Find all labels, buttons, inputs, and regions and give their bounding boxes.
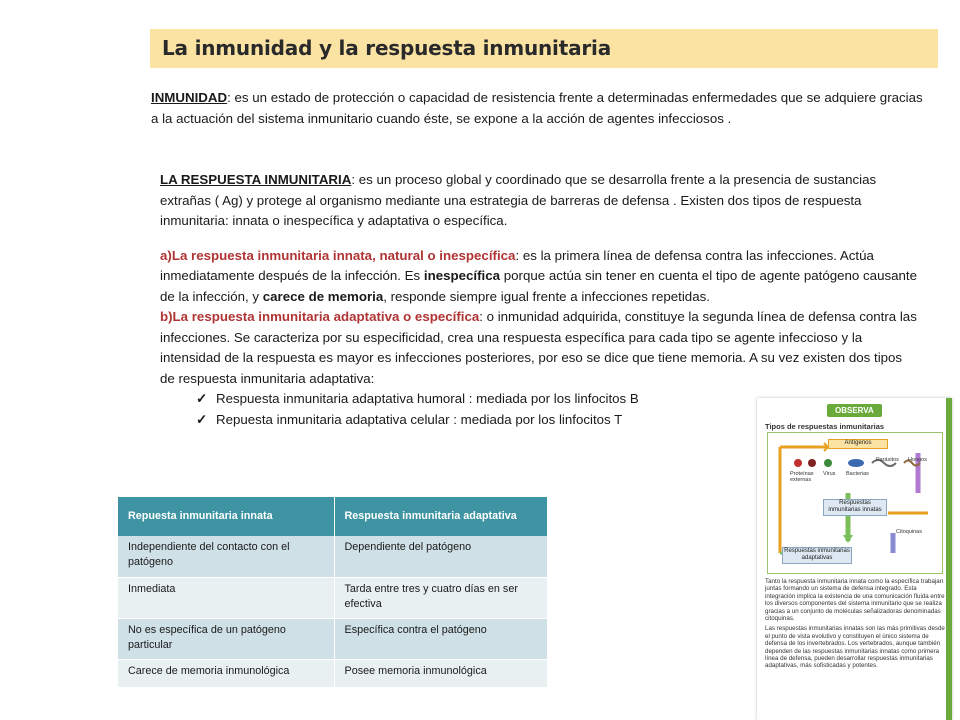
table-row bbox=[118, 659, 548, 687]
inmunidad-text: : es un estado de protección o capacidad de resistencia frente a determinadas enfermedades que se adquiere gracias a la actuación del sistema inmunitario cuando éste, se expone a la acción de agentes infecciosos . bbox=[151, 90, 923, 126]
observa-title: Tipos de respuestas inmunitarias bbox=[765, 422, 885, 431]
virus-label: Virus bbox=[823, 471, 836, 477]
citoquinas-label: Citoquinas bbox=[896, 529, 922, 535]
innatas-box: Respuestas inmunitarias innatas bbox=[823, 499, 887, 516]
bacteria-icon bbox=[848, 459, 864, 467]
header-adaptativa: Respuesta inmunitaria adaptativa bbox=[334, 497, 548, 536]
title-bar bbox=[150, 29, 938, 68]
innata-text-2: porque actúa sin tener en cuenta el tipo de agente patógeno causante de la infección, y bbox=[160, 268, 917, 304]
adaptativa-heading: b)La respuesta inmunitaria adaptativa o específica bbox=[160, 309, 480, 324]
innata-heading: a)La respuesta inmunitaria innata, natural o inespecífica bbox=[160, 247, 516, 263]
innata-text-1: : es la primera línea de defensa contra las infecciones. Actúa inmediatamente después de la infección. Es bbox=[160, 247, 874, 283]
respuesta-text: : es un proceso global y coordinado que se desarrolla frente a la presencia de sustancias extrañas ( Ag) y protege al organismo mediante una estrategia de barreras de defensa . Existen dos tipos de respuesta inmunitaria: innata o inespecífica y adaptativa o específica. bbox=[160, 172, 877, 228]
table-cell: Dependiente del patógeno bbox=[334, 536, 548, 577]
observa-text bbox=[765, 578, 945, 673]
table-cell: No es específica de un patógeno particular bbox=[118, 618, 334, 659]
table-cell: Posee memoria inmunológica bbox=[334, 659, 548, 687]
hongos-label: Hongos bbox=[908, 457, 927, 463]
table-cell: Carece de memoria inmunológica bbox=[118, 659, 334, 687]
innata-text-3: , responde siempre igual frente a infecciones repetidas. bbox=[383, 288, 710, 304]
table-cell: Inmediata bbox=[118, 577, 334, 618]
table-row bbox=[118, 618, 548, 659]
antigenos-box: Antígenos bbox=[828, 439, 888, 449]
table-cell: Específica contra el patógeno bbox=[334, 618, 548, 659]
respuesta-term: LA RESPUESTA INMUNITARIA bbox=[160, 172, 352, 187]
observa-text-2: Las respuestas inmunitarias innatas son las más primitivas desde el punto de vista evolutivo y constituyen el único sistema de defensa de los invertebrados. Los vertebrados, aunque también dependen de las respuestas inmunitarias innatas como primera línea de defensa, pueden desarrollar respuestas inmunitarias adaptativas, más sofisticadas y potentes. bbox=[765, 625, 945, 670]
innata-bold-1: inespecífica bbox=[423, 268, 501, 283]
table-row bbox=[118, 536, 548, 577]
adaptativa-text: : o inmunidad adquirida, constituye la segunda línea de defensa contra las infecciones. Se caracteriza por su especificidad, crea una respuesta específica para cada tipo se agente infeccioso y la intensidad de la respuesta es mayor es infecciones posteriores, por eso se dice que tiene memoria. A su vez existen dos tipos de respuesta inmunitaria adaptativa: bbox=[160, 309, 917, 386]
page-title: La inmunidad y la respuesta inmunitaria bbox=[162, 36, 611, 60]
innata-bold-2: carece de memoria bbox=[262, 288, 384, 304]
table-cell: Tarda entre tres y cuatro días en ser efectiva bbox=[334, 577, 548, 618]
proteinas-label: Proteínas externas bbox=[790, 471, 814, 483]
respuesta-block bbox=[160, 170, 920, 430]
table-header-row bbox=[118, 497, 548, 536]
table-row bbox=[118, 577, 548, 618]
adaptativa-paragraph bbox=[160, 307, 920, 389]
innata-paragraph bbox=[160, 246, 920, 308]
observa-badge: OBSERVA bbox=[827, 404, 882, 417]
table-cell: Independiente del contacto con el patógeno bbox=[118, 536, 334, 577]
header-innata: Repuesta inmunitaria innata bbox=[118, 497, 334, 536]
comparison-table bbox=[118, 497, 548, 688]
bacterias-label: Bacterias bbox=[846, 471, 869, 477]
protein-icon bbox=[794, 459, 802, 467]
observa-text-1: Tanto la respuesta inmunitaria innata como la específica trabajan juntas formando un sistema de defensa integrado. Esta integración implica la existencia de una comunicación fluida entre los diversos componentes del sistema inmunitario que se realiza gracias a un conjunto de moléculas señalizadoras denominadas citoquinas. bbox=[765, 578, 945, 623]
list-item: ✓ Repuesta inmunitaria adaptativa celular : mediada por los linfocitos T bbox=[196, 410, 920, 431]
observa-side-strip bbox=[946, 398, 952, 720]
parasitos-label: Parásitos bbox=[876, 457, 899, 463]
inmunidad-term: INMUNIDAD bbox=[151, 90, 228, 105]
inmunidad-paragraph bbox=[151, 87, 926, 129]
observa-panel bbox=[757, 398, 952, 720]
adaptativas-box: Respuestas inmunitarias adaptativas bbox=[782, 547, 852, 564]
virus-icon bbox=[824, 459, 832, 467]
immune-diagram bbox=[767, 432, 943, 574]
list-item: ✓ Respuesta inmunitaria adaptativa humoral : mediada por los linfocitos B bbox=[196, 389, 920, 410]
respuesta-paragraph bbox=[160, 170, 920, 232]
protein-icon bbox=[808, 459, 816, 467]
